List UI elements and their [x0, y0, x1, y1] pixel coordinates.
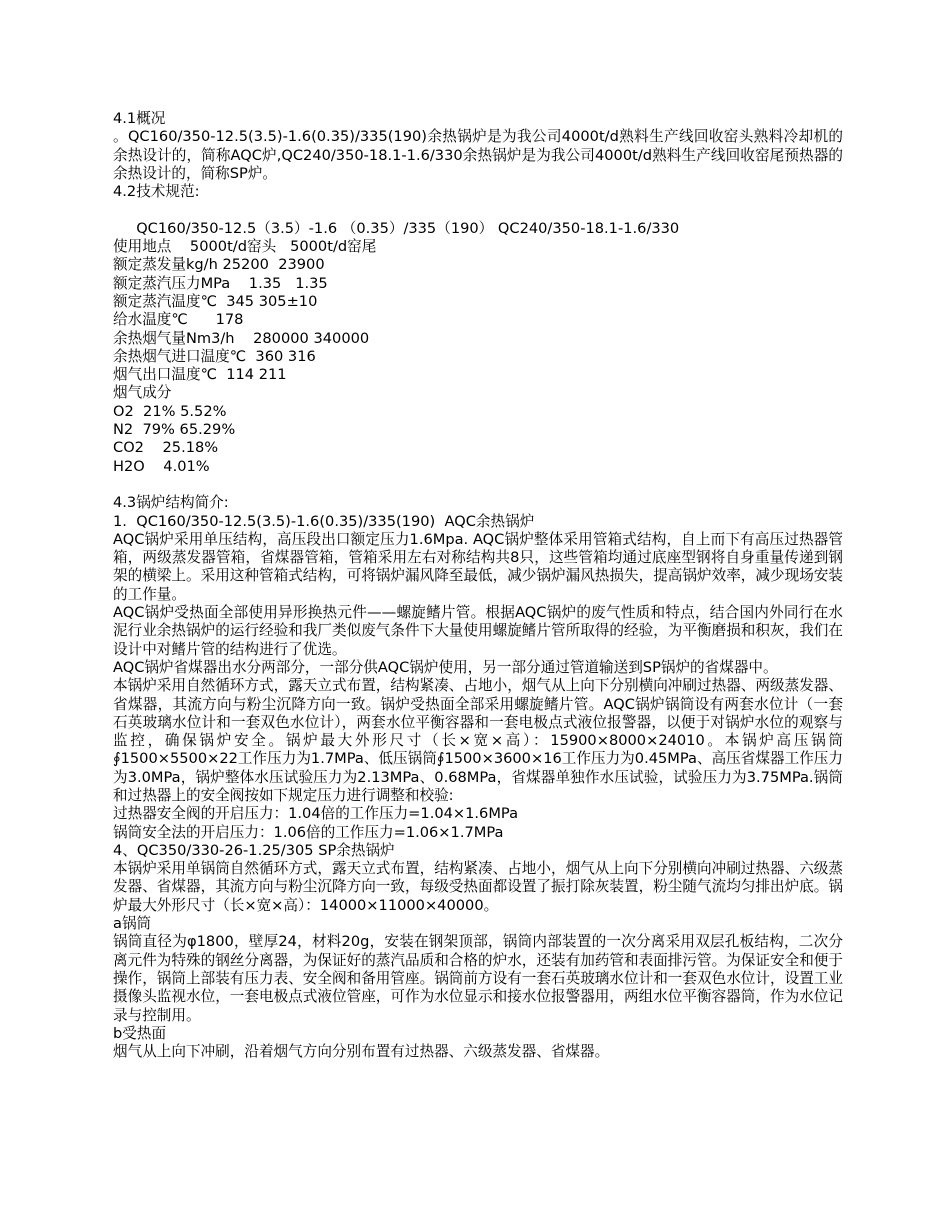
- spec-line: 烟气成分: [113, 384, 172, 402]
- section-4-3-heading: 4.3锅炉结构简介:: [113, 494, 229, 512]
- safety-valve-line: 锅筒安全法的开启压力：1.06倍的工作压力=1.06×1.7MPa: [113, 823, 504, 841]
- spec-line: 额定蒸汽温度℃ 345 305±10: [113, 292, 318, 310]
- spec-line: QC160/350-12.5（3.5）-1.6 （0.35）/335（190） QC240/350-18.1-1.6/330: [113, 219, 680, 237]
- paragraph: 烟气从上向下冲刷，沿着烟气方向分别布置有过热器、六级蒸发器、省煤器。: [113, 1043, 610, 1061]
- paragraph: AQC锅炉采用单压结构，高压段出口额定压力1.6Mpa. AQC锅炉整体采用管箱式结构，自上而下有高压过热器管箱，两级蒸发器管箱，省煤器管箱，管箱采用左右对称结构共8只，这些管箱均通过底座型钢将自身重量传递到钢架的横梁上。采用这种管箱式结构，可将锅炉漏风降至最低，减少锅炉漏风热损失，提高锅炉效率，减少现场安装的工作量。: [113, 530, 843, 603]
- section-4-1-body: 。QC160/350-12.5(3.5)-1.6(0.35)/335(190)余热锅炉是为我公司4000t/d熟料生产线回收窑头熟料冷却机的余热设计的，简称AQC炉,QC240/350-18.1-1.6/330余热锅炉是为我公司4000t/d熟料生产线回收窑尾预热器的余热设计的，简称SP炉。: [113, 128, 843, 182]
- spec-line: 额定蒸发量kg/h 25200 23900: [113, 256, 325, 274]
- section-4-1-heading: 4.1概况: [113, 110, 166, 127]
- paragraph: 锅筒直径为φ1800，壁厚24，材料20g，安装在钢架顶部，锅筒内部装置的一次分离采用双层孔板结构，二次分离元件为特殊的钢丝分离器，为保证好的蒸汽品质和合格的炉水，还装有加药管和表面排污管。为保证安全和便于操作，锅筒上部装有压力表、安全阀和备用管座。锅筒前方设有一套石英玻璃水位计和一套双色水位计，设置工业摄像头监视水位，一套电极点式液位管座，可作为水位显示和接水位报警器用，两组水位平衡容器筒，作为水位记录与控制用。: [113, 933, 843, 1024]
- paragraph: 本锅炉采用自然循环方式，露天立式布置，结构紧凑、占地小，烟气从上向下分别横向冲刷过热器、两级蒸发器、省煤器，其流方向与粉尘沉降方向一致。锅炉受热面全部采用螺旋鳍片管。AQC锅炉锅筒设有两套水位计（一套石英玻璃水位计和一套双色水位计），两套水位平衡容器和一套电极点式液位报警器，以便于对锅炉水位的观察与监控，确保锅炉安全。锅炉最大外形尺寸（长×宽×高）：15900×8000×24010。本锅炉高压锅筒∮1500×5500×22工作压力为1.7MPa、低压锅筒∮1500×3600×16工作压力为0.45MPa、高压省煤器工作压力为3.0MPa，锅炉整体水压试验压力为2.13MPa、0.68MPa，省煤器单独作水压试验，试验压力为3.75MPa.锅筒和过热器上的安全阀按如下规定压力进行调整和校验:: [113, 677, 843, 804]
- spec-line: 额定蒸汽压力MPa 1.35 1.35: [113, 274, 328, 292]
- spec-table: [113, 220, 843, 476]
- document-page: [113, 110, 843, 1061]
- spec-line: 余热烟气量Nm3/h 280000 340000: [113, 329, 370, 347]
- spec-line: 余热烟气进口温度℃ 360 316: [113, 347, 316, 365]
- spec-line: 给水温度℃ 178: [113, 311, 244, 329]
- subsection-a-title: a锅筒: [113, 915, 152, 933]
- spec-line: O2 21% 5.52%: [113, 402, 227, 420]
- paragraph: 本锅炉采用单锅筒自然循环方式，露天立式布置，结构紧凑、占地小，烟气从上向下分别横向冲刷过热器、六级蒸发器、省煤器，其流方向与粉尘沉降方向一致，每级受热面都设置了振打除灰装置，粉尘随气流均匀排出炉底。锅炉最大外形尺寸（长×宽×高）：14000×11000×40000。: [113, 860, 843, 914]
- spec-line: CO2 25.18%: [113, 439, 219, 457]
- spec-line: N2 79% 65.29%: [113, 421, 236, 439]
- section-4-2-heading: 4.2技术规范:: [113, 183, 200, 201]
- paragraph: AQC锅炉省煤器出水分两部分，一部分供AQC锅炉使用，另一部分通过管道输送到SP锅炉的省煤器中。: [113, 658, 778, 676]
- spec-line: H2O 4.01%: [113, 457, 210, 475]
- spec-line: 使用地点 5000t/d窑头 5000t/d窑尾: [113, 238, 377, 256]
- item-1-title: 1. QC160/350-12.5(3.5)-1.6(0.35)/335(190) AQC余热锅炉: [113, 512, 535, 530]
- subsection-b-title: b受热面: [113, 1024, 167, 1042]
- safety-valve-line: 过热器安全阀的开启压力：1.04倍的工作压力=1.04×1.6MPa: [113, 805, 519, 823]
- paragraph: AQC锅炉受热面全部使用异形换热元件——螺旋鳍片管。根据AQC锅炉的废气性质和特点，结合国内外同行在水泥行业余热锅炉的运行经验和我厂类似废气条件下大量使用螺旋鳍片管所取得的经验，为平衡磨损和积灰，我们在设计中对鳍片管的结构进行了优选。: [113, 604, 843, 658]
- spec-line: 烟气出口温度℃ 114 211: [113, 366, 287, 384]
- spacer: [113, 476, 843, 494]
- item-4-title: 4、QC350/330-26-1.25/305 SP余热锅炉: [113, 841, 395, 859]
- spacer: [113, 201, 843, 219]
